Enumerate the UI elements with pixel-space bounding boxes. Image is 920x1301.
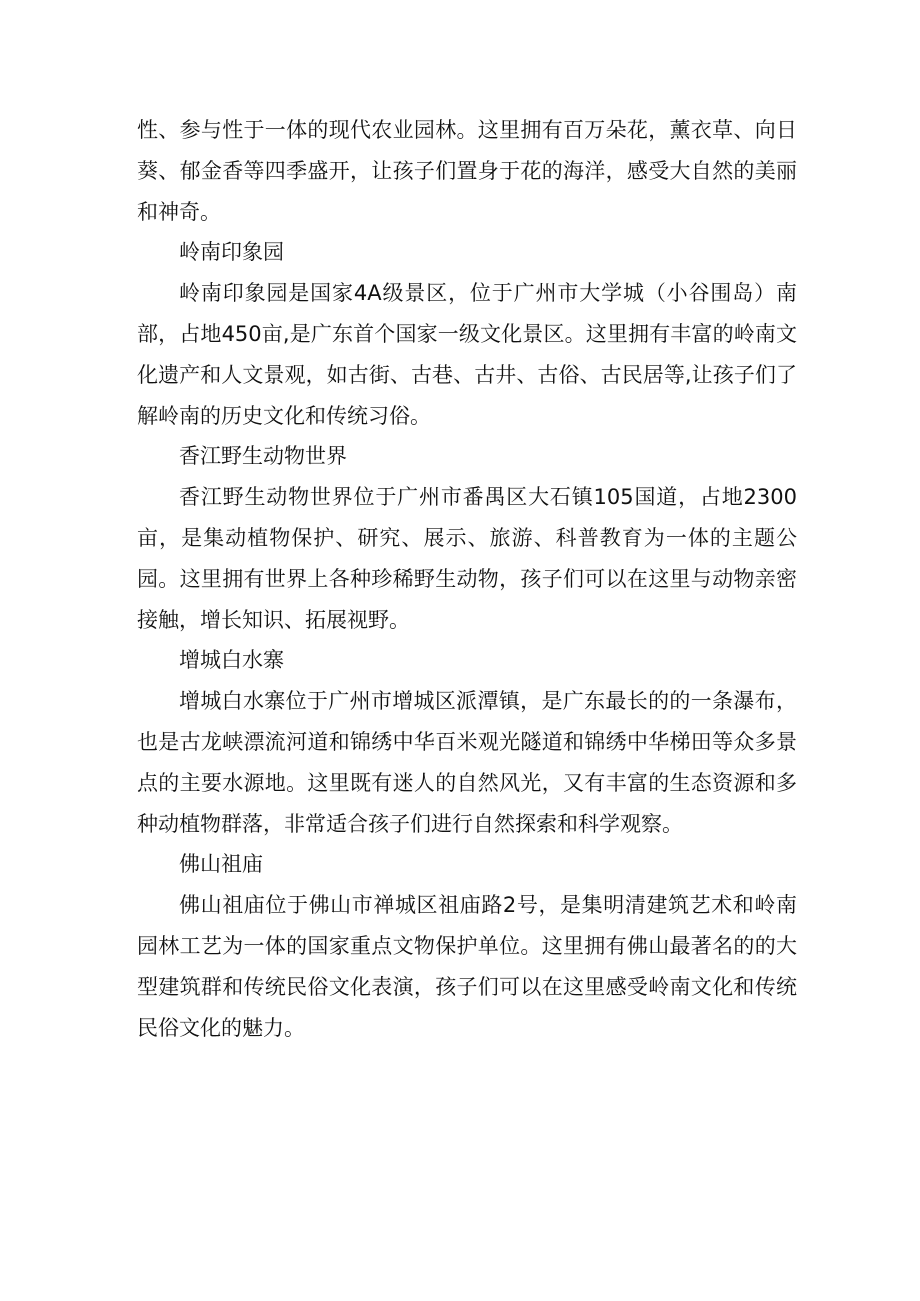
intro-continuation-paragraph: 性、参与性于一体的现代农业园林。这里拥有百万朵花，薰衣草、向日葵、郁金香等四季盛开，让孩子们置身于花的海洋，感受大自然的美丽和神奇。 xyxy=(137,118,797,224)
section-body-foshan-ancestral-temple: 佛山祖庙位于佛山市禅城区祖庙路2号，是集明清建筑艺术和岭南园林工艺为一体的国家重点文物保护单位。这里拥有佛山最著名的的大型建筑群和传统民俗文化表演，孩子们可以在这里感受岭南文化和传统民俗文化的魅力。 xyxy=(137,893,797,1040)
section-body-xiangjiang-safari: 香江野生动物世界位于广州市番禺区大石镇105国道，占地2300亩，是集动植物保护、研究、展示、旅游、科普教育为一体的主题公园。这里拥有世界上各种珍稀野生动物，孩子们可以在这里与动物亲密接触，增长知识、拓展视野。 xyxy=(137,485,797,632)
section-title-zengcheng-baishuizhai: 增城白水寨 xyxy=(179,648,284,673)
section-body-lingnan-impression-park: 岭南印象园是国家4A级景区，位于广州市大学城（小谷围岛）南部，占地450亩,是广东首个国家一级文化景区。这里拥有丰富的岭南文化遗产和人文景观，如古街、古巷、古井、古俗、古民居等,让孩子们了解岭南的历史文化和传统习俗。 xyxy=(137,281,797,428)
section-title-lingnan-impression-park: 岭南印象园 xyxy=(179,240,284,265)
section-body-zengcheng-baishuizhai: 增城白水寨位于广州市增城区派潭镇，是广东最长的的一条瀑布，也是古龙峡漂流河道和锦绣中华百米观光隧道和锦绣中华梯田等众多景点的主要水源地。这里既有迷人的自然风光，又有丰富的生态资源和多种动植物群落，非常适合孩子们进行自然探索和科学观察。 xyxy=(137,689,797,836)
document-page xyxy=(137,110,797,1048)
section-title-foshan-ancestral-temple: 佛山祖庙 xyxy=(179,852,263,877)
section-title-xiangjiang-safari: 香江野生动物世界 xyxy=(179,444,347,469)
